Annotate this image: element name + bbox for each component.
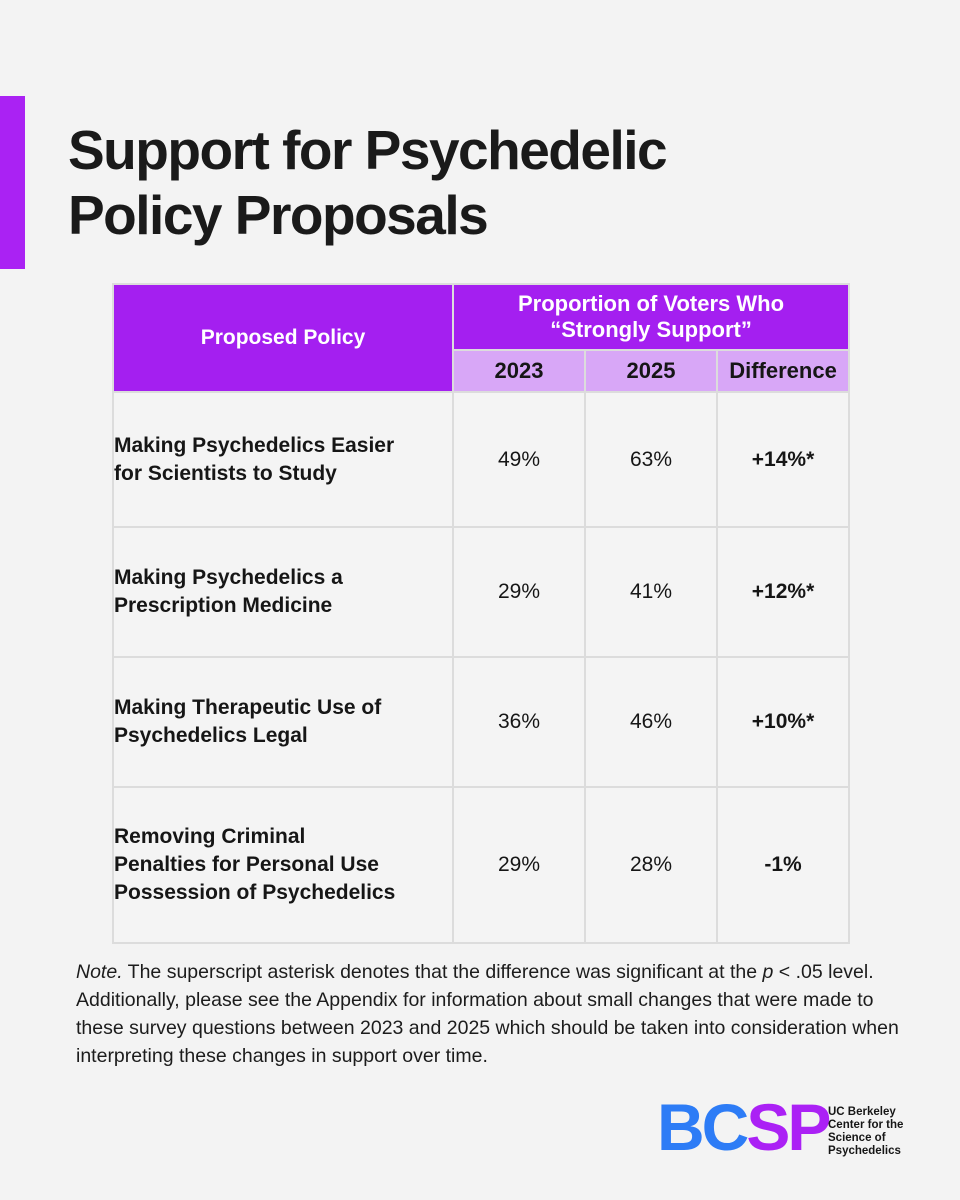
policy-line: Psychedelics Legal xyxy=(114,724,308,747)
table-note xyxy=(76,958,916,1070)
value-2025: 63% xyxy=(585,392,717,527)
page-title xyxy=(68,118,928,248)
note-p-symbol: p xyxy=(762,961,774,983)
note-label: Note. xyxy=(76,961,123,983)
logo-letter: B xyxy=(657,1090,702,1164)
value-2025: 46% xyxy=(585,657,717,787)
table-row xyxy=(113,657,849,787)
policy-line: Penalties for Personal Use xyxy=(114,853,379,876)
table-row xyxy=(113,787,849,943)
policy-line: Making Psychedelics a xyxy=(114,566,343,589)
value-2023: 29% xyxy=(453,787,585,943)
table-row xyxy=(113,392,849,527)
value-difference: -1% xyxy=(717,787,849,943)
logo-letter: P xyxy=(787,1090,829,1164)
logo-text-line: Center for the xyxy=(828,1119,904,1131)
policy-name xyxy=(113,787,453,943)
header-proportion-strongly-support xyxy=(453,284,849,350)
policy-name xyxy=(113,527,453,657)
header-group-line-2: “Strongly Support” xyxy=(550,317,752,342)
header-proposed-policy: Proposed Policy xyxy=(113,284,453,392)
title-line-2: Policy Proposals xyxy=(68,184,488,246)
policy-line: Making Therapeutic Use of xyxy=(114,696,382,719)
logo-text-line: Psychedelics xyxy=(828,1145,901,1157)
policy-line: for Scientists to Study xyxy=(114,461,337,485)
logo-organization-name xyxy=(828,1106,938,1158)
policy-line: Prescription Medicine xyxy=(114,594,333,617)
policy-line: Making Psychedelics Easier xyxy=(114,433,395,457)
header-2023: 2023 xyxy=(453,350,585,392)
header-group-line-1: Proportion of Voters Who xyxy=(518,291,785,316)
value-difference: +12%* xyxy=(717,527,849,657)
policy-name xyxy=(113,392,453,527)
value-2023: 29% xyxy=(453,527,585,657)
policy-name xyxy=(113,657,453,787)
note-text: The superscript asterisk denotes that the difference was significant at the xyxy=(122,961,763,983)
logo-text-line: Science of xyxy=(828,1132,886,1144)
logo-text-line: UC Berkeley xyxy=(828,1106,896,1118)
policy-line: Possession of Psychedelics xyxy=(114,881,396,904)
title-line-1: Support for Psychedelic xyxy=(68,119,667,181)
bcsp-logo xyxy=(657,1090,829,1164)
logo-letter: C xyxy=(701,1090,747,1164)
header-2025: 2025 xyxy=(585,350,717,392)
policy-line: Removing Criminal xyxy=(114,825,306,848)
note-text: < .05 level. Additionally, please see the Appendix for information about small changes that were made to these survey questions between 2023 and 2025 which should be taken into consideration when interpreting these changes in support over time. xyxy=(76,961,899,1067)
value-2025: 28% xyxy=(585,787,717,943)
logo-letter: S xyxy=(746,1090,788,1164)
value-difference: +14%* xyxy=(717,392,849,527)
header-difference: Difference xyxy=(717,350,849,392)
value-2023: 49% xyxy=(453,392,585,527)
accent-bar xyxy=(0,96,25,269)
value-difference: +10%* xyxy=(717,657,849,787)
policy-support-table xyxy=(112,283,850,944)
table-row xyxy=(113,527,849,657)
value-2023: 36% xyxy=(453,657,585,787)
value-2025: 41% xyxy=(585,527,717,657)
